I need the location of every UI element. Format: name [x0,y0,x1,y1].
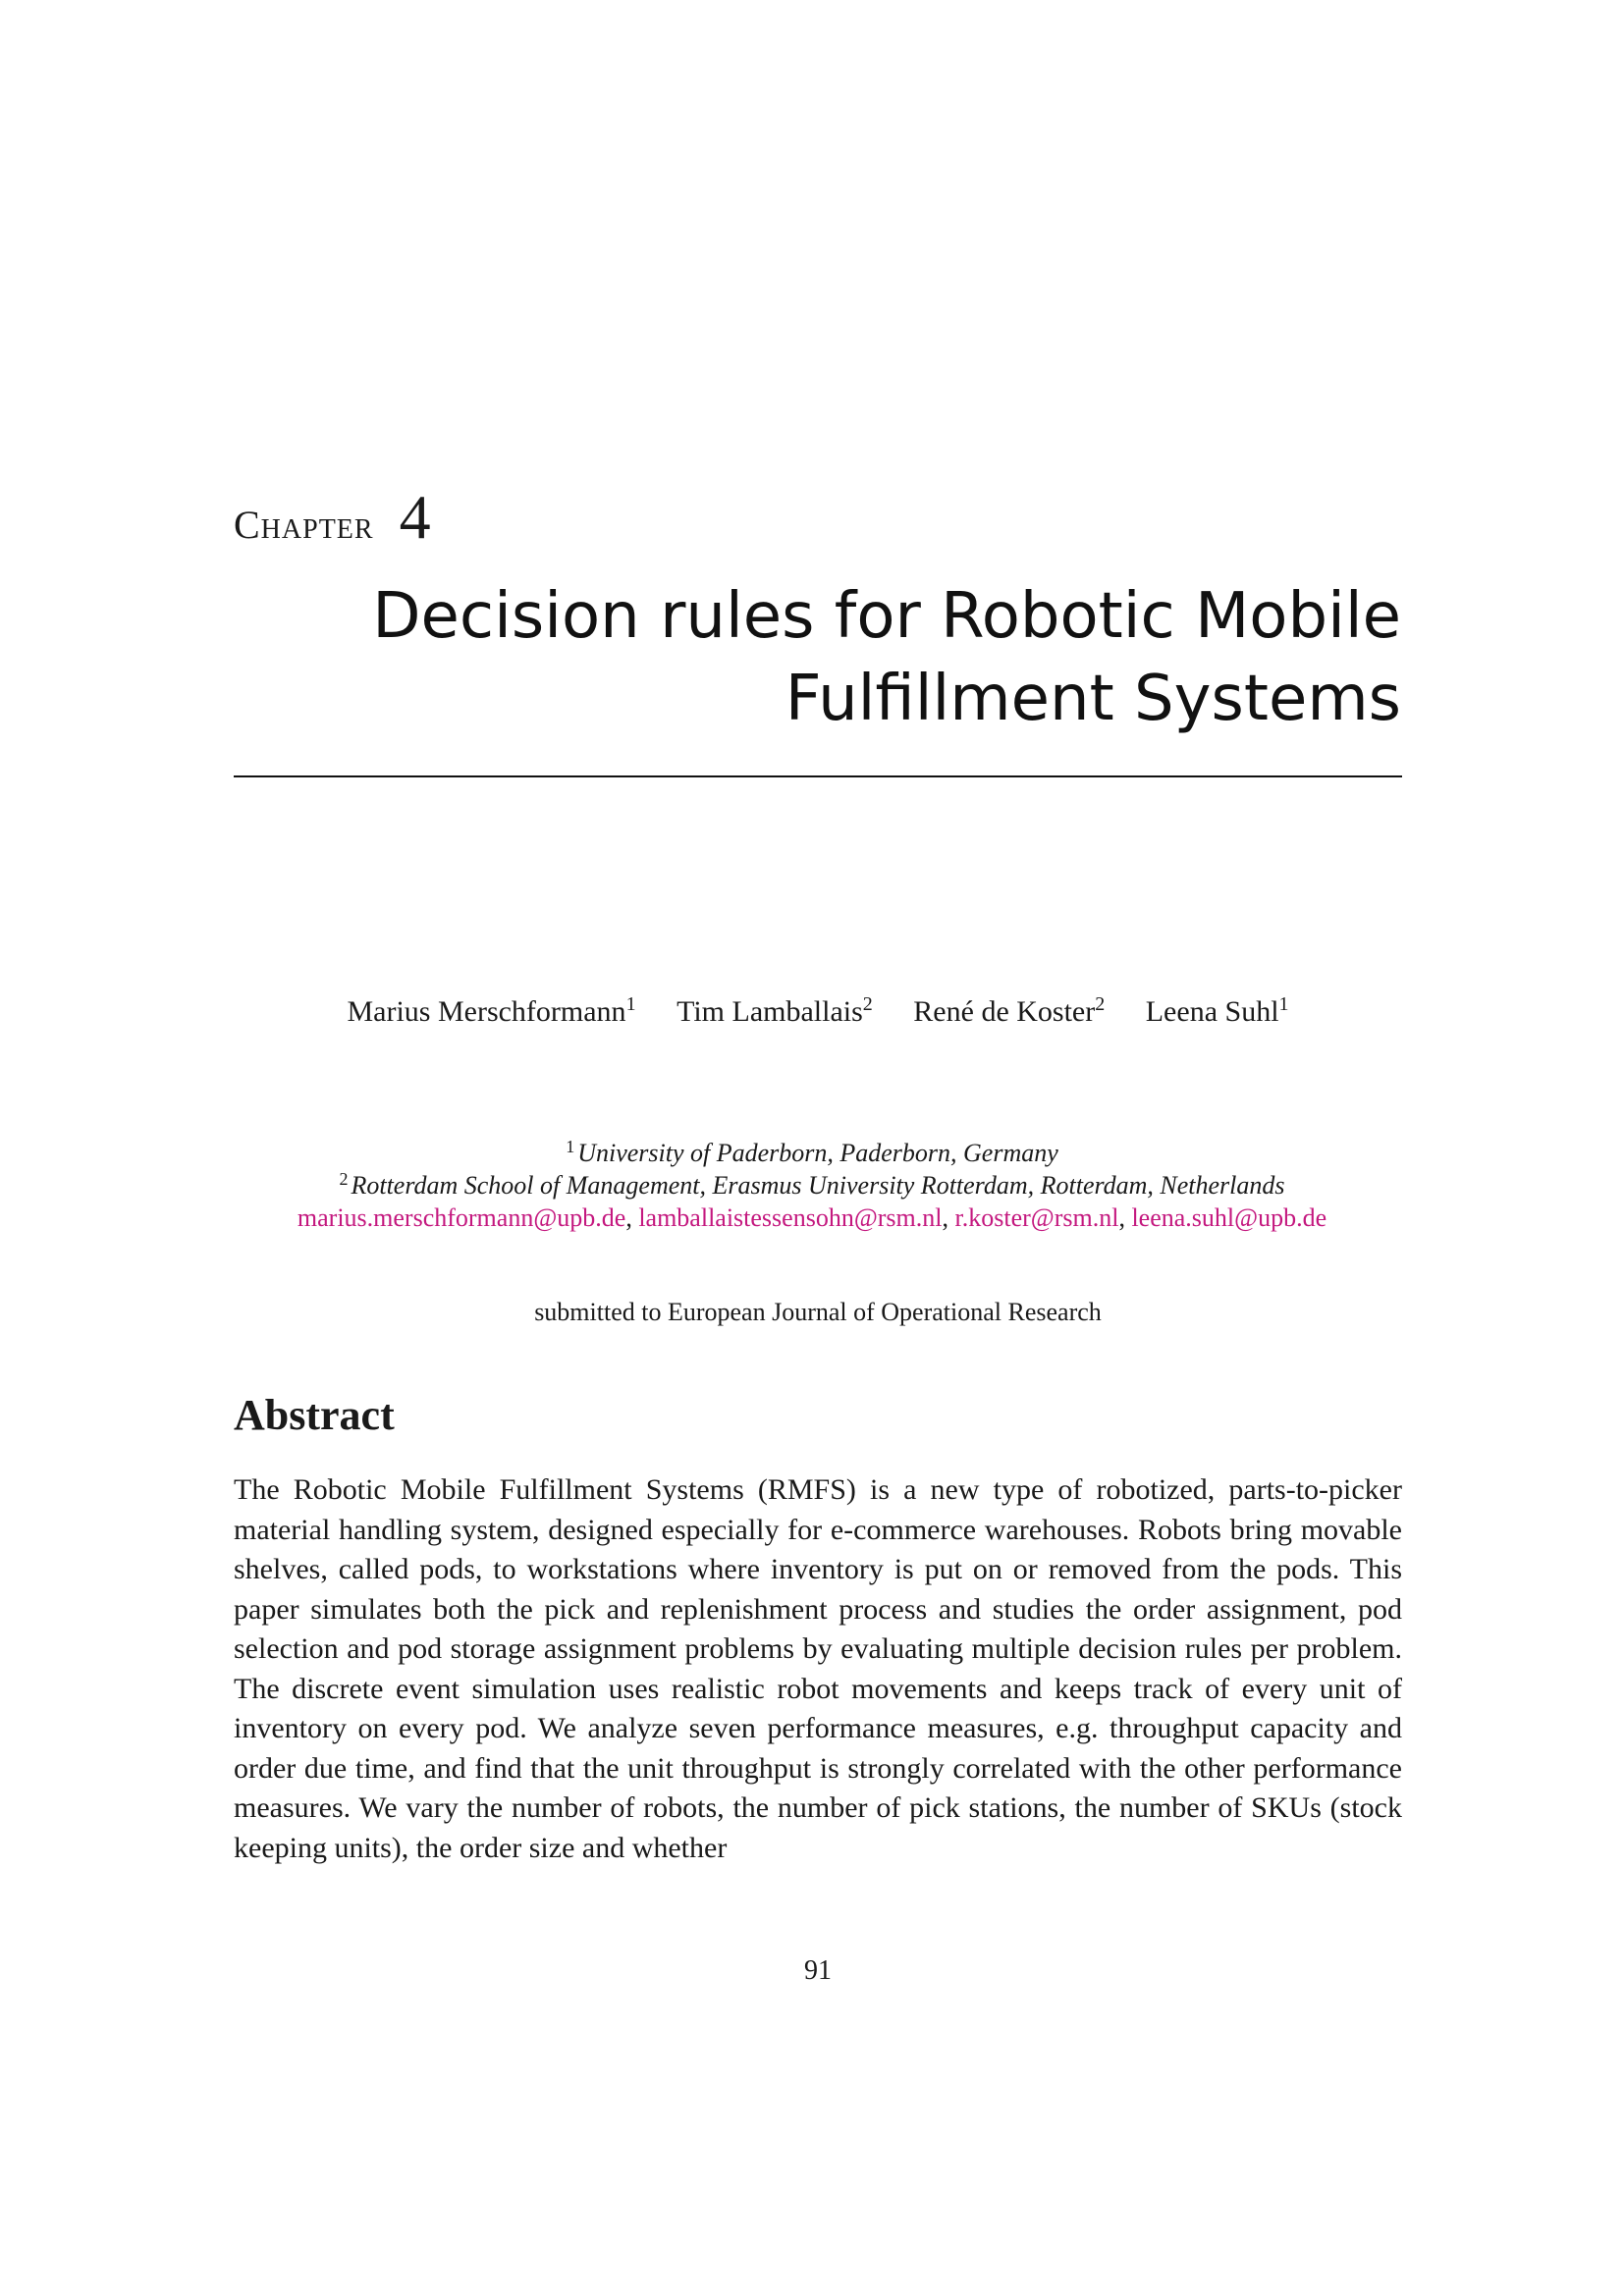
affiliation-text: University of Paderborn, Paderborn, Germany [577,1139,1058,1167]
author [913,995,1105,1028]
chapter-title-line-1: Decision rules for Robotic Mobile [372,580,1401,653]
email-link[interactable]: leena.suhl@upb.de [1131,1203,1327,1232]
affiliation-1 [187,1139,1437,1168]
author [347,995,635,1028]
email-link[interactable]: marius.merschformann@upb.de [297,1203,626,1232]
email-link[interactable]: r.koster@rsm.nl [954,1203,1119,1232]
chapter-word: Chapter [234,503,374,547]
author-affiliation-mark: 2 [1095,993,1106,1015]
affiliation-text: Rotterdam School of Management, Erasmus University Rotterdam, Rotterdam, Netherlands [351,1171,1285,1200]
chapter-title [233,575,1401,740]
chapter-title-line-2: Fulfillment Systems [785,663,1401,735]
author-list [234,995,1402,1029]
email-separator: , [625,1203,639,1232]
email-separator: , [942,1203,955,1232]
affiliation-mark: 2 [339,1169,349,1189]
author [1146,995,1289,1028]
page-number: 91 [804,1955,832,1986]
title-rule [234,775,1402,777]
chapter-label [234,481,431,554]
abstract-heading: Abstract [234,1391,395,1439]
author-affiliation-mark: 2 [862,993,873,1015]
author-affiliation-mark: 1 [625,993,636,1015]
abstract-body: The Robotic Mobile Fulfillment Systems (RMFS) is a new type of robotized, parts-to-picker material handling system, designed especially for e-commerce warehouses. Robots bring movable shelves, called pods, to workstations where inventory is put on or removed from the pods. This paper simulates both the pick and replenishment process and studies the order assignment, pod selection and pod storage assignment problems by evaluating multiple decision rules per problem. The discrete event simulation uses realistic robot movements and keeps track of every unit of inventory on every pod. We analyze seven performance measures, e.g. throughput capacity and order due time, and find that the unit throughput is strongly correlated with the other performance measures. We vary the number of robots, the number of pick stations, the number of SKUs (stock keeping units), the order size and whether [234,1473,1402,1864]
author-name: Tim Lamballais [677,995,863,1028]
email-link[interactable]: lamballaistessensohn@rsm.nl [638,1203,943,1232]
chapter-number: 4 [399,482,431,552]
affiliation-2 [187,1171,1437,1201]
submission-note: submitted to European Journal of Operational Research [534,1298,1102,1326]
email-list [196,1203,1428,1233]
email-separator: , [1118,1203,1132,1232]
author-name: René de Koster [913,995,1096,1028]
author-affiliation-mark: 1 [1278,993,1289,1015]
author [677,995,873,1028]
author-name: Marius Merschformann [347,995,626,1028]
author-name: Leena Suhl [1145,995,1279,1028]
affiliation-mark: 1 [566,1137,575,1156]
